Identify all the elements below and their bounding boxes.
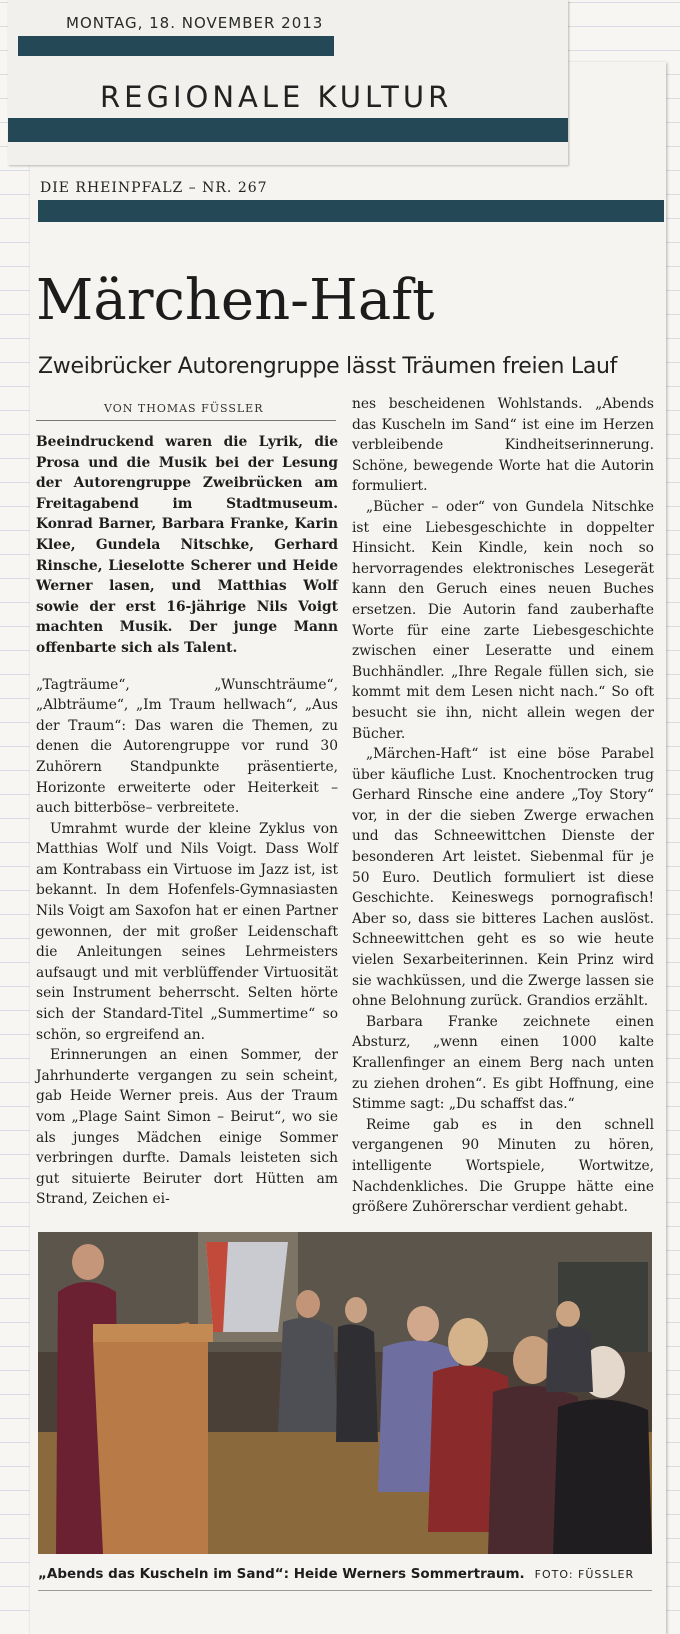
event-photo-illustration bbox=[38, 1232, 652, 1554]
byline: VON THOMAS FÜSSLER bbox=[104, 402, 264, 415]
photo-caption bbox=[38, 1566, 652, 1582]
header-bar-short bbox=[18, 36, 334, 56]
photo-credit: FOTO: FÜSSLER bbox=[534, 1568, 635, 1581]
byline-rule bbox=[36, 420, 336, 421]
paragraph: „Märchen-Haft“ ist eine böse Parabel über käufliche Lust. Knochentrocken trug Gerhard Rinsche eine andere „Toy Story“ vor, in der die sieben Zwerge erwachen und das Schneewittchen Dienste der besonderen Art leistet. Siebenmal für je 50 Euro. Deutlich formuliert ist diese Geschichte. Keineswegs pornografisch! Aber so, dass sie bitteres Lachen auslöst. Schneewittchen geht es so wie heute vielen Sexarbeiterinnen. Kein Prinz wird sie wachküssen, und die Zwerge lassen sie ohne Belohnung zurück. Grandios erzählt. bbox=[352, 746, 654, 1010]
article-headline: Märchen-Haft bbox=[36, 268, 435, 333]
event-photo bbox=[38, 1232, 652, 1554]
paragraph: „Tagträume“, „Wunschträume“, „Albträume“, „Im Traum hellwach“, „Aus der Traum“: Das waren die Themen, zu denen die Autorengruppe vor rund 30 Zuhörern Standpunkte präsentierte, Horizonte erweiterte oder Heiterkeit – auch bitterböse– verbreitete. bbox=[36, 676, 338, 817]
article-column-left bbox=[36, 432, 338, 1210]
article-lead: Beeindruckend waren die Lyrik, die Prosa und die Musik bei der Lesung der Autorengruppe Zweibrücken am Freitagabend im Stadtmuseum. Konrad Barner, Barbara Franke, Karin Klee, Gundela Nitschke, Gerhard Rinsche, Lieselotte Scherer und Heide Werner lasen, und Matthias Wolf sowie der erst 16-jährige Nils Voigt machten Musik. Der junge Mann offenbarte sich als Talent. bbox=[36, 434, 338, 656]
newspaper-name: DIE RHEINPFALZ – NR. 267 bbox=[40, 180, 268, 196]
paragraph: nes bescheidenen Wohlstands. „Abends das Kuscheln im Sand“ ist eine im Herzen verbleibende Kindheitserinnerung. Schöne, bewegende Worte hat die Autorin formuliert. bbox=[352, 396, 654, 495]
section-title: REGIONALE KULTUR bbox=[100, 80, 453, 114]
article-subheadline: Zweibrücker Autorengruppe lässt Träumen freien Lauf bbox=[38, 354, 618, 379]
newspaper-bar bbox=[38, 200, 664, 222]
paragraph: Reime gab es in den schnell vergangenen 90 Minuten zu hören, intelligente Wortspiele, Wortwitze, Nachdenkliches. Die Gruppe hätte eine größere Zuhörerschar verdient gehabt. bbox=[352, 1116, 654, 1216]
caption-text: „Abends das Kuscheln im Sand“: Heide Werners Sommertraum. bbox=[38, 1566, 525, 1582]
paragraph: Erinnerungen an einen Sommer, der Jahrhunderte vergangen zu sein scheint, gab Heide Werner preis. Aus der Traum vom „Plage Saint Simon – Beirut“, wo sie als junges Mädchen einige Sommer verbringen durfte. Damals leisteten sich gut situierte Beiruter dort Hütten am Strand, Zeichen ei- bbox=[36, 1047, 338, 1208]
article-column-right bbox=[352, 394, 654, 1218]
date-line: MONTAG, 18. NOVEMBER 2013 bbox=[66, 14, 324, 32]
paragraph: Barbara Franke zeichnete einen Absturz, „wenn einen 1000 kalte Krallenfinger an einem Berg nach unten zu ziehen drohen“. Es gibt Hoffnung, eine Stimme sagt: „Du schaffst das.“ bbox=[352, 1013, 654, 1113]
header-bar-long bbox=[8, 118, 568, 142]
lectern bbox=[93, 1322, 208, 1554]
bottom-rule bbox=[38, 1590, 652, 1591]
reader-head bbox=[72, 1244, 104, 1280]
paragraph: Umrahmt wurde der kleine Zyklus von Matthias Wolf und Nils Voigt. Dass Wolf am Kontrabass ein Virtuose im Jazz ist, ist bekannt. In dem Hofenfels-Gymnasiasten Nils Voigt am Saxofon hat er einen Partner gewonnen, der mit großer Leidenschaft die Anleitungen seines Lehrmeisters aufsaugt und mit verblüffender Virtuosität sein Instrument beherrscht. Selten hörte sich der Standard-Titel „Summertime“ so schön, so ergreifend an. bbox=[36, 820, 338, 1043]
paragraph: „Bücher – oder“ von Gundela Nitschke ist eine Liebesgeschichte in doppelter Hinsicht. Kein Kindle, kein noch so hervorragendes elektronisches Lesegerät kann den Geruch eines neuen Buches ersetzen. Die Autorin fand zauberhafte Worte für eine zarte Liebesgeschichte zwischen einer Leseratte und einem Buchhändler. „Ihre Regale füllen sich, sie kommt mit dem Lesen nicht nach.“ So oft besucht sie ihn, nicht allein wegen der Bücher. bbox=[352, 498, 654, 742]
